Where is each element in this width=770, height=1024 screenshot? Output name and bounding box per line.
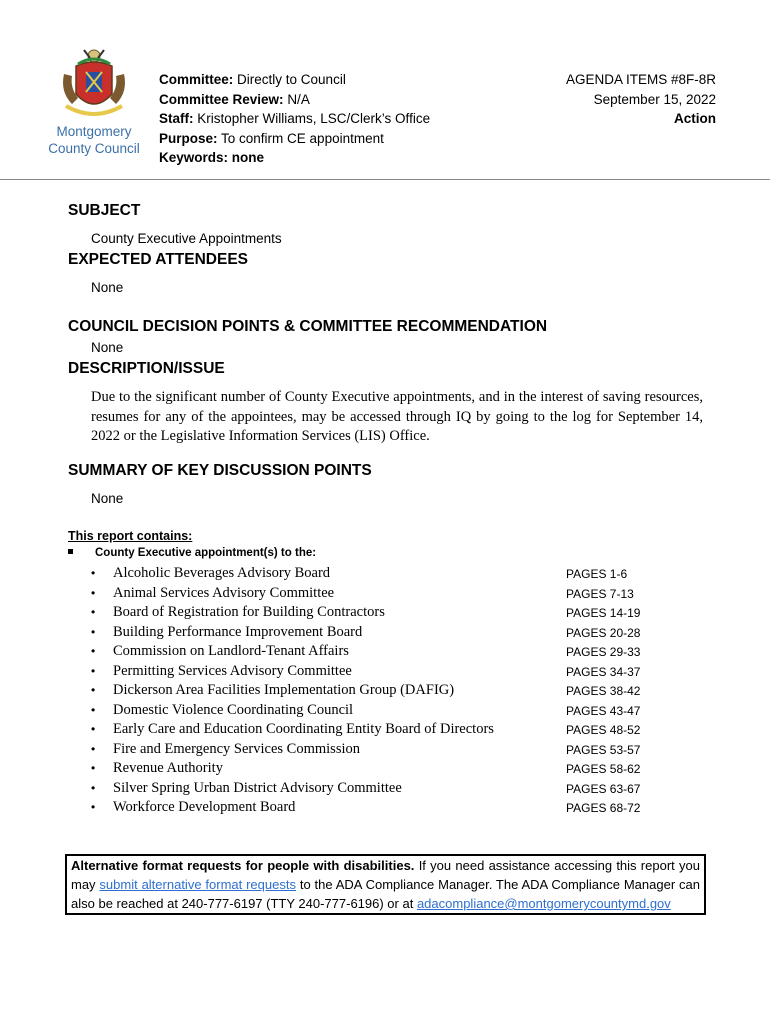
- board-list-item: [91, 720, 651, 740]
- bullet-icon: •: [91, 702, 96, 717]
- org-name: [40, 123, 148, 157]
- bullet-icon: •: [91, 722, 96, 736]
- bullet-icon: •: [91, 644, 96, 658]
- alternative-format-link[interactable]: submit alternative format requests: [99, 877, 296, 892]
- bullet-icon: •: [91, 780, 96, 795]
- board-name: Building Performance Improvement Board: [113, 623, 363, 640]
- notice-lead: Alternative format requests for people with disabilities.: [71, 858, 415, 873]
- board-pages: PAGES 7-13: [566, 586, 634, 601]
- board-pages: PAGES 43-47: [566, 703, 641, 718]
- board-name: Workforce Development Board: [113, 799, 296, 815]
- board-list-item: [91, 701, 651, 721]
- board-list-item: [91, 662, 651, 682]
- board-name: Board of Registration for Building Contractors: [113, 604, 385, 620]
- staff-label: Staff:: [159, 111, 194, 126]
- decision-heading: COUNCIL DECISION POINTS & COMMITTEE RECOMMENDATION: [68, 318, 548, 335]
- meeting-meta: [159, 70, 430, 168]
- keywords-value: none: [231, 150, 265, 165]
- accessibility-notice: [65, 854, 706, 915]
- notice-text-1: If you need assistance accessing this report you may: [71, 858, 700, 892]
- action-label: Action: [674, 111, 716, 126]
- bullet-icon: •: [91, 800, 96, 814]
- bullet-icon: •: [91, 741, 96, 756]
- report-contains-subtitle: [68, 547, 316, 559]
- board-name: Animal Services Advisory Committee: [113, 584, 335, 601]
- board-name: Revenue Authority: [113, 760, 223, 776]
- board-pages: PAGES 48-52: [566, 723, 641, 737]
- board-list-item: [91, 681, 651, 701]
- report-subtitle-text: County Executive appointment(s) to the:: [95, 547, 317, 559]
- bullet-icon: •: [91, 683, 96, 697]
- review-value: N/A: [287, 91, 310, 107]
- purpose-label: Purpose:: [159, 130, 218, 146]
- board-list-item: [91, 584, 651, 604]
- bullet-icon: •: [91, 605, 96, 619]
- board-list-item: [91, 779, 651, 799]
- org-name-line2: County Council: [48, 141, 140, 156]
- board-pages: PAGES 38-42: [566, 684, 641, 698]
- attendees-heading: EXPECTED ATTENDEES: [68, 251, 248, 268]
- bullet-icon: •: [91, 566, 96, 580]
- summary-heading: SUMMARY OF KEY DISCUSSION POINTS: [68, 462, 372, 479]
- board-pages: PAGES 1-6: [566, 567, 628, 581]
- notice-text-2: to the ADA Compliance Manager. The ADA Compliance Manager can also be reached at 240-777-6197 (TTY 240-777-6196) or at: [71, 877, 700, 911]
- board-list: [91, 564, 651, 818]
- subject-heading: SUBJECT: [68, 202, 141, 219]
- report-contains-title: This report contains:: [68, 529, 193, 543]
- meeting-date: September 15, 2022: [593, 91, 716, 107]
- board-list-item: [91, 564, 651, 584]
- description-heading: DESCRIPTION/ISSUE: [68, 360, 225, 377]
- board-list-item: [91, 798, 651, 818]
- bullet-icon: •: [91, 585, 96, 600]
- review-label: Committee Review:: [159, 91, 284, 107]
- decision-text: None: [91, 340, 124, 355]
- board-name: Early Care and Education Coordinating Entity Board of Directors: [113, 721, 494, 737]
- agenda-items: AGENDA ITEMS #8F-8R: [565, 72, 716, 87]
- board-name: Domestic Violence Coordinating Council: [113, 701, 354, 718]
- board-list-item: [91, 740, 651, 760]
- board-name: Fire and Emergency Services Commission: [113, 740, 360, 757]
- description-text: Due to the significant number of County Executive appointments, and in the interest of saving resources, resumes for any of the appointees, may be accessed through IQ by going to the log for September 14, 2022 or the Legislative Information Services (LIS) Office.: [91, 389, 703, 444]
- board-pages: PAGES 34-37: [566, 664, 641, 679]
- board-name: Commission on Landlord-Tenant Affairs: [113, 643, 349, 659]
- bullet-icon: •: [91, 761, 96, 775]
- staff-value: Kristopher Williams, LSC/Clerk’s Office: [197, 111, 431, 126]
- agenda-info: [566, 70, 716, 129]
- board-list-item: [91, 603, 651, 623]
- board-pages: PAGES 63-67: [566, 781, 641, 796]
- board-list-item: [91, 623, 651, 643]
- bullet-icon: •: [91, 624, 96, 639]
- board-pages: PAGES 29-33: [566, 645, 641, 659]
- board-name: Alcoholic Beverages Advisory Board: [113, 565, 331, 581]
- board-pages: PAGES 58-62: [566, 762, 641, 776]
- keywords-label: Keywords:: [159, 150, 229, 165]
- board-name: Dickerson Area Facilities Implementation Group (DAFIG): [113, 682, 455, 698]
- summary-text: None: [91, 491, 124, 506]
- board-list-item: [91, 759, 651, 779]
- attendees-text: None: [91, 280, 124, 295]
- board-pages: PAGES 14-19: [566, 606, 641, 620]
- county-seal-logo: [56, 44, 132, 124]
- committee-value: Directly to Council: [237, 72, 346, 87]
- square-bullet-icon: [68, 549, 73, 554]
- board-list-item: [91, 642, 651, 662]
- header-divider: [0, 179, 770, 180]
- purpose-value: To confirm CE appointment: [221, 130, 384, 146]
- board-name: Permitting Services Advisory Committee: [113, 662, 352, 679]
- board-pages: PAGES 20-28: [566, 625, 641, 640]
- subject-text: County Executive Appointments: [91, 231, 282, 246]
- ada-email-link[interactable]: adacompliance@montgomerycountymd.gov: [416, 896, 671, 911]
- committee-label: Committee:: [159, 72, 234, 87]
- org-name-line1: Montgomery: [56, 124, 132, 139]
- board-name: Silver Spring Urban District Advisory Committee: [113, 779, 402, 796]
- bullet-icon: •: [91, 663, 96, 678]
- board-pages: PAGES 68-72: [566, 801, 641, 815]
- board-pages: PAGES 53-57: [566, 742, 641, 757]
